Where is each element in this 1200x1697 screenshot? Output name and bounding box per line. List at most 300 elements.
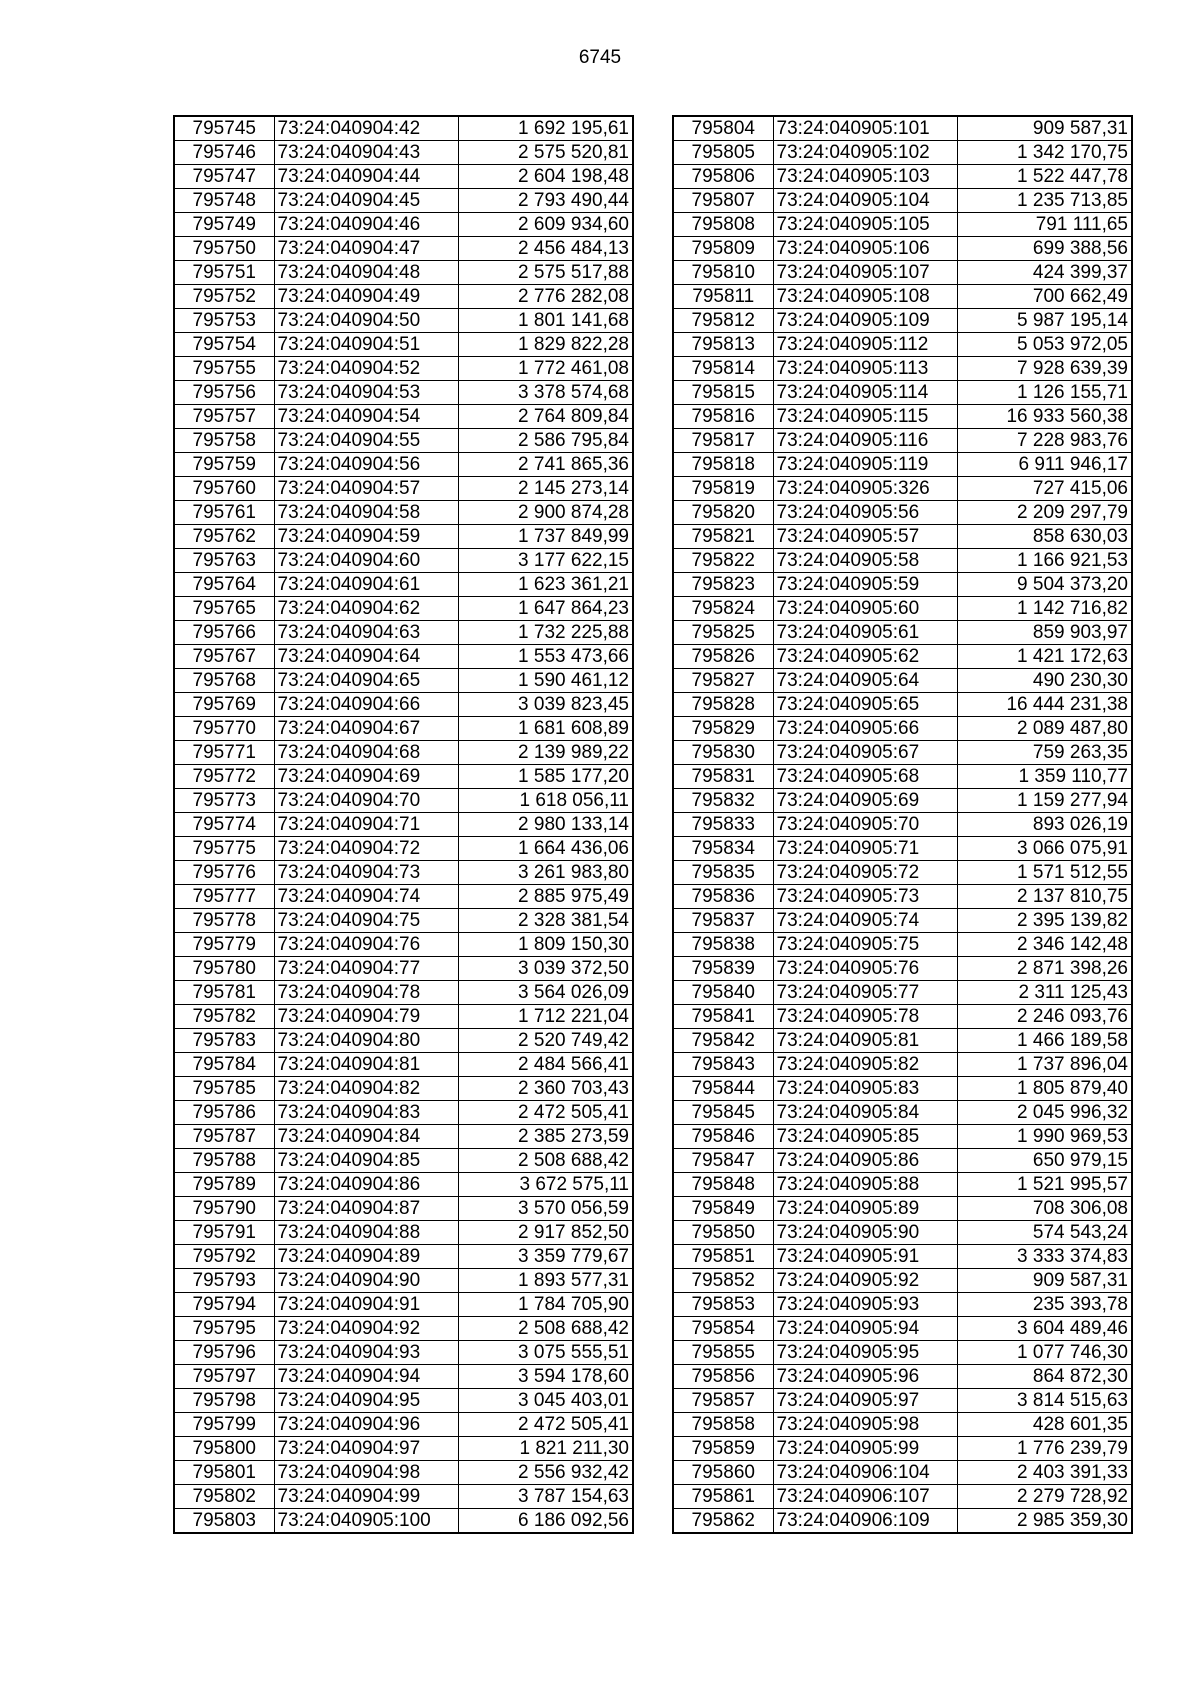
row-number-cell: 795746 bbox=[174, 141, 274, 165]
row-number-cell: 795834 bbox=[673, 837, 773, 861]
row-number-cell: 795782 bbox=[174, 1005, 274, 1029]
cadastral-number-cell: 73:24:040905:71 bbox=[773, 837, 957, 861]
cadastral-number-cell: 73:24:040905:107 bbox=[773, 261, 957, 285]
table-row bbox=[673, 573, 1132, 597]
cadastral-value-cell: 1 166 921,53 bbox=[957, 549, 1132, 573]
row-number-cell: 795779 bbox=[174, 933, 274, 957]
cadastral-number-cell: 73:24:040904:93 bbox=[274, 1341, 458, 1365]
table-row bbox=[673, 1461, 1132, 1485]
cadastral-value-cell: 235 393,78 bbox=[957, 1293, 1132, 1317]
table-row bbox=[174, 1341, 633, 1365]
table-row bbox=[673, 213, 1132, 237]
table-row bbox=[174, 429, 633, 453]
cadastral-value-cell: 1 142 716,82 bbox=[957, 597, 1132, 621]
row-number-cell: 795858 bbox=[673, 1413, 773, 1437]
cadastral-number-cell: 73:24:040904:63 bbox=[274, 621, 458, 645]
cadastral-number-cell: 73:24:040904:69 bbox=[274, 765, 458, 789]
cadastral-number-cell: 73:24:040905:72 bbox=[773, 861, 957, 885]
row-number-cell: 795838 bbox=[673, 933, 773, 957]
table-row bbox=[174, 717, 633, 741]
row-number-cell: 795799 bbox=[174, 1413, 274, 1437]
table-row bbox=[673, 861, 1132, 885]
row-number-cell: 795808 bbox=[673, 213, 773, 237]
row-number-cell: 795847 bbox=[673, 1149, 773, 1173]
table-row bbox=[673, 189, 1132, 213]
table-row bbox=[673, 1485, 1132, 1509]
row-number-cell: 795840 bbox=[673, 981, 773, 1005]
cadastral-number-cell: 73:24:040905:92 bbox=[773, 1269, 957, 1293]
cadastral-number-cell: 73:24:040906:107 bbox=[773, 1485, 957, 1509]
cadastral-number-cell: 73:24:040904:75 bbox=[274, 909, 458, 933]
row-number-cell: 795801 bbox=[174, 1461, 274, 1485]
table-row bbox=[174, 477, 633, 501]
cadastral-value-cell: 2 575 520,81 bbox=[458, 141, 633, 165]
table-row bbox=[174, 237, 633, 261]
cadastral-value-cell: 1 990 969,53 bbox=[957, 1125, 1132, 1149]
cadastral-value-cell: 699 388,56 bbox=[957, 237, 1132, 261]
row-number-cell: 795794 bbox=[174, 1293, 274, 1317]
row-number-cell: 795818 bbox=[673, 453, 773, 477]
table-row bbox=[174, 525, 633, 549]
cadastral-number-cell: 73:24:040905:85 bbox=[773, 1125, 957, 1149]
cadastral-value-cell: 1 618 056,11 bbox=[458, 789, 633, 813]
table-row bbox=[174, 1077, 633, 1101]
row-number-cell: 795761 bbox=[174, 501, 274, 525]
cadastral-number-cell: 73:24:040904:80 bbox=[274, 1029, 458, 1053]
row-number-cell: 795768 bbox=[174, 669, 274, 693]
cadastral-value-cell: 6 911 946,17 bbox=[957, 453, 1132, 477]
table-row bbox=[174, 693, 633, 717]
cadastral-value-cell: 650 979,15 bbox=[957, 1149, 1132, 1173]
table-row bbox=[174, 957, 633, 981]
cadastral-value-cell: 858 630,03 bbox=[957, 525, 1132, 549]
cadastral-value-cell: 3 672 575,11 bbox=[458, 1173, 633, 1197]
table-row bbox=[673, 477, 1132, 501]
row-number-cell: 795833 bbox=[673, 813, 773, 837]
row-number-cell: 795816 bbox=[673, 405, 773, 429]
row-number-cell: 795846 bbox=[673, 1125, 773, 1149]
table-row bbox=[673, 116, 1132, 141]
cadastral-value-cell: 2 609 934,60 bbox=[458, 213, 633, 237]
cadastral-value-cell: 2 360 703,43 bbox=[458, 1077, 633, 1101]
row-number-cell: 795767 bbox=[174, 645, 274, 669]
table-row bbox=[673, 957, 1132, 981]
cadastral-number-cell: 73:24:040905:100 bbox=[274, 1509, 458, 1534]
table-row bbox=[174, 885, 633, 909]
cadastral-value-cell: 1 235 713,85 bbox=[957, 189, 1132, 213]
cadastral-value-cell: 3 066 075,91 bbox=[957, 837, 1132, 861]
table-row bbox=[673, 1005, 1132, 1029]
cadastral-number-cell: 73:24:040905:103 bbox=[773, 165, 957, 189]
cadastral-number-cell: 73:24:040905:99 bbox=[773, 1437, 957, 1461]
cadastral-value-cell: 16 933 560,38 bbox=[957, 405, 1132, 429]
cadastral-number-cell: 73:24:040904:73 bbox=[274, 861, 458, 885]
cadastral-number-cell: 73:24:040904:85 bbox=[274, 1149, 458, 1173]
row-number-cell: 795804 bbox=[673, 116, 773, 141]
cadastral-value-cell: 2 472 505,41 bbox=[458, 1413, 633, 1437]
row-number-cell: 795764 bbox=[174, 573, 274, 597]
cadastral-value-cell: 1 681 608,89 bbox=[458, 717, 633, 741]
cadastral-number-cell: 73:24:040904:76 bbox=[274, 933, 458, 957]
right-table-body bbox=[673, 116, 1132, 1533]
cadastral-value-cell: 16 444 231,38 bbox=[957, 693, 1132, 717]
cadastral-number-cell: 73:24:040905:326 bbox=[773, 477, 957, 501]
row-number-cell: 795786 bbox=[174, 1101, 274, 1125]
row-number-cell: 795827 bbox=[673, 669, 773, 693]
cadastral-number-cell: 73:24:040904:42 bbox=[274, 116, 458, 141]
row-number-cell: 795813 bbox=[673, 333, 773, 357]
cadastral-number-cell: 73:24:040905:102 bbox=[773, 141, 957, 165]
row-number-cell: 795788 bbox=[174, 1149, 274, 1173]
cadastral-number-cell: 73:24:040904:66 bbox=[274, 693, 458, 717]
cadastral-value-cell: 2 764 809,84 bbox=[458, 405, 633, 429]
table-row bbox=[673, 885, 1132, 909]
cadastral-number-cell: 73:24:040905:64 bbox=[773, 669, 957, 693]
table-row bbox=[673, 1077, 1132, 1101]
cadastral-number-cell: 73:24:040905:119 bbox=[773, 453, 957, 477]
row-number-cell: 795817 bbox=[673, 429, 773, 453]
cadastral-number-cell: 73:24:040904:94 bbox=[274, 1365, 458, 1389]
row-number-cell: 795762 bbox=[174, 525, 274, 549]
cadastral-number-cell: 73:24:040905:106 bbox=[773, 237, 957, 261]
row-number-cell: 795826 bbox=[673, 645, 773, 669]
row-number-cell: 795850 bbox=[673, 1221, 773, 1245]
row-number-cell: 795770 bbox=[174, 717, 274, 741]
cadastral-value-cell: 1 077 746,30 bbox=[957, 1341, 1132, 1365]
cadastral-number-cell: 73:24:040905:108 bbox=[773, 285, 957, 309]
row-number-cell: 795831 bbox=[673, 765, 773, 789]
cadastral-number-cell: 73:24:040904:57 bbox=[274, 477, 458, 501]
row-number-cell: 795793 bbox=[174, 1269, 274, 1293]
cadastral-number-cell: 73:24:040905:91 bbox=[773, 1245, 957, 1269]
cadastral-number-cell: 73:24:040904:95 bbox=[274, 1389, 458, 1413]
table-row bbox=[673, 357, 1132, 381]
right-table bbox=[672, 115, 1133, 1534]
cadastral-number-cell: 73:24:040906:109 bbox=[773, 1509, 957, 1534]
cadastral-number-cell: 73:24:040904:43 bbox=[274, 141, 458, 165]
row-number-cell: 795851 bbox=[673, 1245, 773, 1269]
cadastral-value-cell: 2 985 359,30 bbox=[957, 1509, 1132, 1534]
cadastral-number-cell: 73:24:040905:57 bbox=[773, 525, 957, 549]
table-row bbox=[673, 837, 1132, 861]
cadastral-value-cell: 2 385 273,59 bbox=[458, 1125, 633, 1149]
cadastral-number-cell: 73:24:040904:45 bbox=[274, 189, 458, 213]
cadastral-number-cell: 73:24:040904:81 bbox=[274, 1053, 458, 1077]
cadastral-number-cell: 73:24:040905:109 bbox=[773, 309, 957, 333]
row-number-cell: 795776 bbox=[174, 861, 274, 885]
cadastral-number-cell: 73:24:040905:81 bbox=[773, 1029, 957, 1053]
cadastral-number-cell: 73:24:040905:95 bbox=[773, 1341, 957, 1365]
row-number-cell: 795807 bbox=[673, 189, 773, 213]
cadastral-value-cell: 3 604 489,46 bbox=[957, 1317, 1132, 1341]
table-row bbox=[673, 165, 1132, 189]
cadastral-number-cell: 73:24:040904:98 bbox=[274, 1461, 458, 1485]
row-number-cell: 795783 bbox=[174, 1029, 274, 1053]
cadastral-number-cell: 73:24:040905:97 bbox=[773, 1389, 957, 1413]
cadastral-value-cell: 708 306,08 bbox=[957, 1197, 1132, 1221]
cadastral-value-cell: 3 177 622,15 bbox=[458, 549, 633, 573]
cadastral-value-cell: 3 359 779,67 bbox=[458, 1245, 633, 1269]
cadastral-value-cell: 3 594 178,60 bbox=[458, 1365, 633, 1389]
cadastral-number-cell: 73:24:040904:50 bbox=[274, 309, 458, 333]
row-number-cell: 795800 bbox=[174, 1437, 274, 1461]
row-number-cell: 795789 bbox=[174, 1173, 274, 1197]
cadastral-number-cell: 73:24:040904:53 bbox=[274, 381, 458, 405]
cadastral-number-cell: 73:24:040904:47 bbox=[274, 237, 458, 261]
cadastral-value-cell: 1 805 879,40 bbox=[957, 1077, 1132, 1101]
table-row bbox=[174, 1509, 633, 1534]
row-number-cell: 795755 bbox=[174, 357, 274, 381]
row-number-cell: 795842 bbox=[673, 1029, 773, 1053]
row-number-cell: 795775 bbox=[174, 837, 274, 861]
cadastral-number-cell: 73:24:040904:51 bbox=[274, 333, 458, 357]
cadastral-value-cell: 2 137 810,75 bbox=[957, 885, 1132, 909]
table-row bbox=[673, 549, 1132, 573]
row-number-cell: 795798 bbox=[174, 1389, 274, 1413]
cadastral-number-cell: 73:24:040904:61 bbox=[274, 573, 458, 597]
cadastral-number-cell: 73:24:040906:104 bbox=[773, 1461, 957, 1485]
table-row bbox=[174, 1029, 633, 1053]
table-row bbox=[673, 981, 1132, 1005]
cadastral-value-cell: 1 521 995,57 bbox=[957, 1173, 1132, 1197]
cadastral-value-cell: 7 928 639,39 bbox=[957, 357, 1132, 381]
table-row bbox=[174, 1413, 633, 1437]
table-row bbox=[673, 1341, 1132, 1365]
cadastral-value-cell: 3 814 515,63 bbox=[957, 1389, 1132, 1413]
row-number-cell: 795750 bbox=[174, 237, 274, 261]
row-number-cell: 795821 bbox=[673, 525, 773, 549]
cadastral-value-cell: 7 228 983,76 bbox=[957, 429, 1132, 453]
cadastral-value-cell: 2 246 093,76 bbox=[957, 1005, 1132, 1029]
table-row bbox=[174, 1005, 633, 1029]
cadastral-number-cell: 73:24:040905:67 bbox=[773, 741, 957, 765]
cadastral-number-cell: 73:24:040904:65 bbox=[274, 669, 458, 693]
cadastral-number-cell: 73:24:040905:86 bbox=[773, 1149, 957, 1173]
cadastral-value-cell: 1 772 461,08 bbox=[458, 357, 633, 381]
cadastral-number-cell: 73:24:040904:88 bbox=[274, 1221, 458, 1245]
table-row bbox=[174, 381, 633, 405]
cadastral-value-cell: 1 126 155,71 bbox=[957, 381, 1132, 405]
table-row bbox=[174, 1101, 633, 1125]
cadastral-value-cell: 2 346 142,48 bbox=[957, 933, 1132, 957]
table-row bbox=[174, 645, 633, 669]
table-row bbox=[174, 765, 633, 789]
cadastral-value-cell: 5 053 972,05 bbox=[957, 333, 1132, 357]
cadastral-number-cell: 73:24:040905:114 bbox=[773, 381, 957, 405]
row-number-cell: 795805 bbox=[673, 141, 773, 165]
cadastral-number-cell: 73:24:040904:68 bbox=[274, 741, 458, 765]
row-number-cell: 795747 bbox=[174, 165, 274, 189]
table-row bbox=[673, 813, 1132, 837]
row-number-cell: 795836 bbox=[673, 885, 773, 909]
row-number-cell: 795852 bbox=[673, 1269, 773, 1293]
table-row bbox=[174, 1485, 633, 1509]
cadastral-number-cell: 73:24:040905:112 bbox=[773, 333, 957, 357]
cadastral-value-cell: 1 737 849,99 bbox=[458, 525, 633, 549]
row-number-cell: 795812 bbox=[673, 309, 773, 333]
row-number-cell: 795806 bbox=[673, 165, 773, 189]
row-number-cell: 795859 bbox=[673, 1437, 773, 1461]
table-row bbox=[673, 1101, 1132, 1125]
table-row bbox=[673, 933, 1132, 957]
cadastral-number-cell: 73:24:040905:65 bbox=[773, 693, 957, 717]
cadastral-value-cell: 759 263,35 bbox=[957, 741, 1132, 765]
row-number-cell: 795781 bbox=[174, 981, 274, 1005]
table-row bbox=[174, 501, 633, 525]
cadastral-number-cell: 73:24:040904:59 bbox=[274, 525, 458, 549]
row-number-cell: 795756 bbox=[174, 381, 274, 405]
row-number-cell: 795830 bbox=[673, 741, 773, 765]
row-number-cell: 795787 bbox=[174, 1125, 274, 1149]
table-row bbox=[174, 213, 633, 237]
row-number-cell: 795837 bbox=[673, 909, 773, 933]
cadastral-value-cell: 1 466 189,58 bbox=[957, 1029, 1132, 1053]
table-row bbox=[174, 1053, 633, 1077]
table-row bbox=[174, 141, 633, 165]
cadastral-number-cell: 73:24:040905:59 bbox=[773, 573, 957, 597]
cadastral-value-cell: 1 585 177,20 bbox=[458, 765, 633, 789]
table-row bbox=[673, 1245, 1132, 1269]
cadastral-number-cell: 73:24:040905:84 bbox=[773, 1101, 957, 1125]
row-number-cell: 795777 bbox=[174, 885, 274, 909]
row-number-cell: 795752 bbox=[174, 285, 274, 309]
left-table bbox=[173, 115, 634, 1534]
table-row bbox=[174, 189, 633, 213]
row-number-cell: 795856 bbox=[673, 1365, 773, 1389]
table-row bbox=[673, 765, 1132, 789]
table-row bbox=[174, 861, 633, 885]
table-row bbox=[673, 1029, 1132, 1053]
cadastral-number-cell: 73:24:040904:97 bbox=[274, 1437, 458, 1461]
row-number-cell: 795832 bbox=[673, 789, 773, 813]
table-row bbox=[673, 333, 1132, 357]
cadastral-number-cell: 73:24:040905:74 bbox=[773, 909, 957, 933]
cadastral-number-cell: 73:24:040905:76 bbox=[773, 957, 957, 981]
row-number-cell: 795758 bbox=[174, 429, 274, 453]
row-number-cell: 795848 bbox=[673, 1173, 773, 1197]
row-number-cell: 795778 bbox=[174, 909, 274, 933]
table-row bbox=[174, 621, 633, 645]
cadastral-value-cell: 3 039 372,50 bbox=[458, 957, 633, 981]
cadastral-value-cell: 2 403 391,33 bbox=[957, 1461, 1132, 1485]
row-number-cell: 795780 bbox=[174, 957, 274, 981]
row-number-cell: 795809 bbox=[673, 237, 773, 261]
cadastral-value-cell: 574 543,24 bbox=[957, 1221, 1132, 1245]
cadastral-number-cell: 73:24:040904:78 bbox=[274, 981, 458, 1005]
row-number-cell: 795760 bbox=[174, 477, 274, 501]
cadastral-value-cell: 2 508 688,42 bbox=[458, 1149, 633, 1173]
cadastral-value-cell: 1 623 361,21 bbox=[458, 573, 633, 597]
table-row bbox=[673, 741, 1132, 765]
row-number-cell: 795766 bbox=[174, 621, 274, 645]
cadastral-number-cell: 73:24:040904:70 bbox=[274, 789, 458, 813]
cadastral-value-cell: 3 039 823,45 bbox=[458, 693, 633, 717]
cadastral-number-cell: 73:24:040904:48 bbox=[274, 261, 458, 285]
table-row bbox=[174, 549, 633, 573]
row-number-cell: 795862 bbox=[673, 1509, 773, 1534]
row-number-cell: 795828 bbox=[673, 693, 773, 717]
table-row bbox=[174, 1389, 633, 1413]
cadastral-value-cell: 2 484 566,41 bbox=[458, 1053, 633, 1077]
table-row bbox=[673, 717, 1132, 741]
cadastral-value-cell: 2 917 852,50 bbox=[458, 1221, 633, 1245]
row-number-cell: 795810 bbox=[673, 261, 773, 285]
table-row bbox=[673, 285, 1132, 309]
cadastral-value-cell: 727 415,06 bbox=[957, 477, 1132, 501]
row-number-cell: 795843 bbox=[673, 1053, 773, 1077]
row-number-cell: 795784 bbox=[174, 1053, 274, 1077]
cadastral-value-cell: 1 692 195,61 bbox=[458, 116, 633, 141]
row-number-cell: 795857 bbox=[673, 1389, 773, 1413]
table-row bbox=[673, 525, 1132, 549]
row-number-cell: 795822 bbox=[673, 549, 773, 573]
cadastral-value-cell: 3 570 056,59 bbox=[458, 1197, 633, 1221]
cadastral-value-cell: 791 111,65 bbox=[957, 213, 1132, 237]
cadastral-number-cell: 73:24:040905:93 bbox=[773, 1293, 957, 1317]
row-number-cell: 795803 bbox=[174, 1509, 274, 1534]
table-row bbox=[673, 909, 1132, 933]
table-row bbox=[673, 237, 1132, 261]
row-number-cell: 795745 bbox=[174, 116, 274, 141]
cadastral-number-cell: 73:24:040904:54 bbox=[274, 405, 458, 429]
cadastral-value-cell: 1 809 150,30 bbox=[458, 933, 633, 957]
cadastral-value-cell: 2 139 989,22 bbox=[458, 741, 633, 765]
cadastral-value-cell: 424 399,37 bbox=[957, 261, 1132, 285]
table-row bbox=[673, 621, 1132, 645]
cadastral-value-cell: 1 522 447,78 bbox=[957, 165, 1132, 189]
cadastral-number-cell: 73:24:040905:68 bbox=[773, 765, 957, 789]
table-row bbox=[673, 261, 1132, 285]
cadastral-number-cell: 73:24:040904:89 bbox=[274, 1245, 458, 1269]
cadastral-value-cell: 2 980 133,14 bbox=[458, 813, 633, 837]
cadastral-number-cell: 73:24:040904:83 bbox=[274, 1101, 458, 1125]
row-number-cell: 795771 bbox=[174, 741, 274, 765]
cadastral-number-cell: 73:24:040905:83 bbox=[773, 1077, 957, 1101]
cadastral-number-cell: 73:24:040905:66 bbox=[773, 717, 957, 741]
row-number-cell: 795824 bbox=[673, 597, 773, 621]
row-number-cell: 795835 bbox=[673, 861, 773, 885]
row-number-cell: 795849 bbox=[673, 1197, 773, 1221]
cadastral-value-cell: 1 732 225,88 bbox=[458, 621, 633, 645]
table-row bbox=[174, 405, 633, 429]
table-row bbox=[174, 1437, 633, 1461]
cadastral-value-cell: 2 209 297,79 bbox=[957, 501, 1132, 525]
table-row bbox=[174, 837, 633, 861]
cadastral-value-cell: 5 987 195,14 bbox=[957, 309, 1132, 333]
table-row bbox=[174, 1293, 633, 1317]
cadastral-value-cell: 893 026,19 bbox=[957, 813, 1132, 837]
cadastral-number-cell: 73:24:040904:55 bbox=[274, 429, 458, 453]
row-number-cell: 795841 bbox=[673, 1005, 773, 1029]
cadastral-number-cell: 73:24:040905:88 bbox=[773, 1173, 957, 1197]
table-row bbox=[673, 1293, 1132, 1317]
page-number: 6745 bbox=[578, 47, 622, 68]
table-row bbox=[673, 597, 1132, 621]
cadastral-number-cell: 73:24:040904:44 bbox=[274, 165, 458, 189]
row-number-cell: 795844 bbox=[673, 1077, 773, 1101]
row-number-cell: 795796 bbox=[174, 1341, 274, 1365]
cadastral-number-cell: 73:24:040905:77 bbox=[773, 981, 957, 1005]
row-number-cell: 795825 bbox=[673, 621, 773, 645]
cadastral-value-cell: 2 604 198,48 bbox=[458, 165, 633, 189]
cadastral-value-cell: 2 311 125,43 bbox=[957, 981, 1132, 1005]
table-row bbox=[174, 165, 633, 189]
cadastral-number-cell: 73:24:040905:98 bbox=[773, 1413, 957, 1437]
row-number-cell: 795753 bbox=[174, 309, 274, 333]
cadastral-value-cell: 1 647 864,23 bbox=[458, 597, 633, 621]
table-row bbox=[673, 1437, 1132, 1461]
row-number-cell: 795757 bbox=[174, 405, 274, 429]
